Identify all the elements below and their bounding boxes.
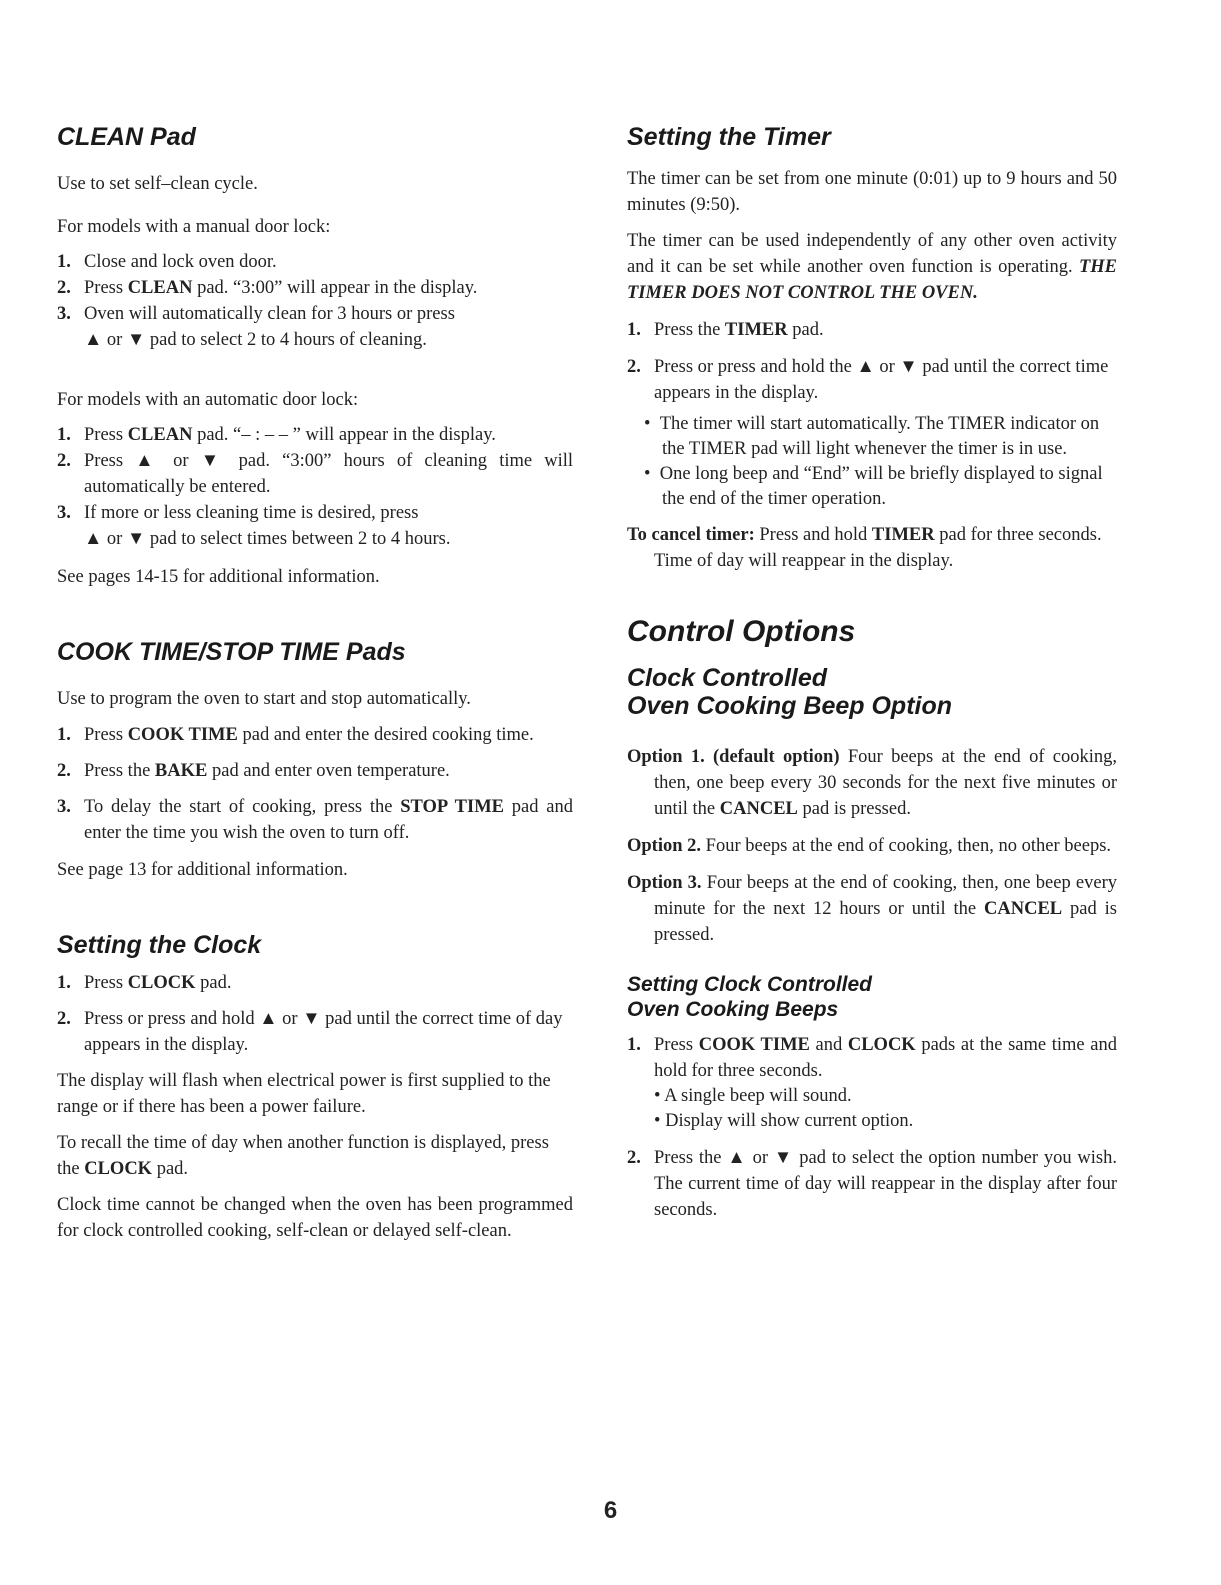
clock-recall-note: To recall the time of day when another function is displayed, press the CLOCK pad. xyxy=(57,1133,549,1179)
left-column xyxy=(57,122,573,1244)
beep-setting-steps xyxy=(627,1032,1117,1084)
beep-setting-notes xyxy=(627,1084,1117,1134)
timer-steps xyxy=(627,317,1117,406)
list-item: 1. Press COOK TIME pad and enter the desired cooking time. xyxy=(57,725,534,745)
list-item: • The timer will start automatically. The TIMER indicator on the TIMER pad will light whenever the timer is in use. xyxy=(644,414,1100,459)
manual-lock-steps xyxy=(57,249,573,353)
clean-pad-heading: CLEAN Pad xyxy=(57,123,196,151)
list-item: 1. Press CLOCK pad. xyxy=(57,973,232,993)
list-item: 1. Press the TIMER pad. xyxy=(627,320,824,340)
cook-see-page: See page 13 for additional information. xyxy=(57,860,348,880)
list-item: 2. Press or press and hold ▲ or ▼ pad until the correct time of day appears in the display. xyxy=(57,1009,563,1055)
clock-change-note: Clock time cannot be changed when the oven has been programmed for clock controlled cooking, self-clean or delayed self-clean. xyxy=(57,1195,573,1241)
list-item: • Display will show current option. xyxy=(654,1111,914,1131)
beep-options xyxy=(627,744,1117,948)
clock-steps xyxy=(57,970,573,1058)
list-item: • A single beep will sound. xyxy=(654,1086,852,1106)
list-item: 2. Press the BAKE pad and enter oven temperature. xyxy=(57,761,450,781)
list-item: 2. Press the ▲ or ▼ pad to select the option number you wish. The current time of day will reappear in the display after four seconds. xyxy=(627,1148,1117,1220)
setting-clock-heading: Setting the Clock xyxy=(57,931,262,959)
cook-steps xyxy=(57,722,573,846)
auto-lock-heading: For models with an automatic door lock: xyxy=(57,390,359,410)
clock-flash-note: The display will flash when electrical power is first supplied to the range or if there has been a power failure. xyxy=(57,1071,551,1117)
list-item: 3. If more or less cleaning time is desired, press ▲ or ▼ pad to select times between 2 to 4 hours. xyxy=(57,503,451,549)
control-options-heading: Control Options xyxy=(627,615,856,648)
clean-see-pages: See pages 14-15 for additional information. xyxy=(57,567,380,587)
list-item: 2. Press ▲ or ▼ pad. “3:00” hours of cleaning time will automatically be entered. xyxy=(57,451,573,497)
option-2: Option 2. Four beeps at the end of cooking, then, no other beeps. xyxy=(627,836,1112,856)
timer-range-note: The timer can be set from one minute (0:01) up to 9 hours and 50 minutes (9:50). xyxy=(627,169,1117,215)
setting-beeps-heading: Setting Clock Controlled Oven Cooking Beeps xyxy=(627,973,873,1021)
right-column xyxy=(627,122,1117,1223)
option-3: Option 3. Four beeps at the end of cooking, then, one beep every minute for the next 12 hours or until the CANCEL pad is pressed. xyxy=(627,873,1117,945)
list-item: 1. Press COOK TIME and CLOCK pads at the same time and hold for three seconds. xyxy=(627,1035,1117,1081)
auto-lock-steps xyxy=(57,422,573,552)
timer-bullets xyxy=(627,412,1117,512)
list-item: • One long beep and “End” will be briefly displayed to signal the end of the timer operation. xyxy=(644,464,1103,509)
clock-controlled-heading: Clock Controlled Oven Cooking Beep Option xyxy=(627,664,953,720)
timer-independent-note: The timer can be used independently of any other oven activity and it can be set while another oven function is operating. THE TIMER DOES NOT CONTROL THE OVEN. xyxy=(627,231,1117,303)
list-item: 2. Press or press and hold the ▲ or ▼ pad until the correct time appears in the display. xyxy=(627,357,1109,403)
list-item: 1. Press CLEAN pad. “– : – – ” will appear in the display. xyxy=(57,425,496,445)
list-item: 3. To delay the start of cooking, press the STOP TIME pad and enter the time you wish the oven to turn off. xyxy=(57,797,573,843)
manual-lock-heading: For models with a manual door lock: xyxy=(57,217,331,237)
page-number: 6 xyxy=(603,1497,618,1524)
list-item: 1. Close and lock oven door. xyxy=(57,252,277,272)
list-item: 2. Press CLEAN pad. “3:00” will appear in the display. xyxy=(57,278,478,298)
option-1: Option 1. (default option) Four beeps at the end of cooking, then, one beep every 30 seconds for the next five minutes or until the CANCEL pad is pressed. xyxy=(627,747,1118,819)
clean-intro: Use to set self–clean cycle. xyxy=(57,174,258,194)
setting-timer-heading: Setting the Timer xyxy=(627,123,831,151)
list-item: 3. Oven will automatically clean for 3 hours or press ▲ or ▼ pad to select 2 to 4 hours of cleaning. xyxy=(57,304,455,350)
cook-stop-time-heading: COOK TIME/STOP TIME Pads xyxy=(57,638,406,666)
beep-setting-steps-2 xyxy=(627,1145,1117,1223)
cook-intro: Use to program the oven to start and stop automatically. xyxy=(57,689,471,709)
cancel-timer-note: To cancel timer: Press and hold TIMER pad for three seconds. Time of day will reappear in the display. xyxy=(627,525,1102,571)
